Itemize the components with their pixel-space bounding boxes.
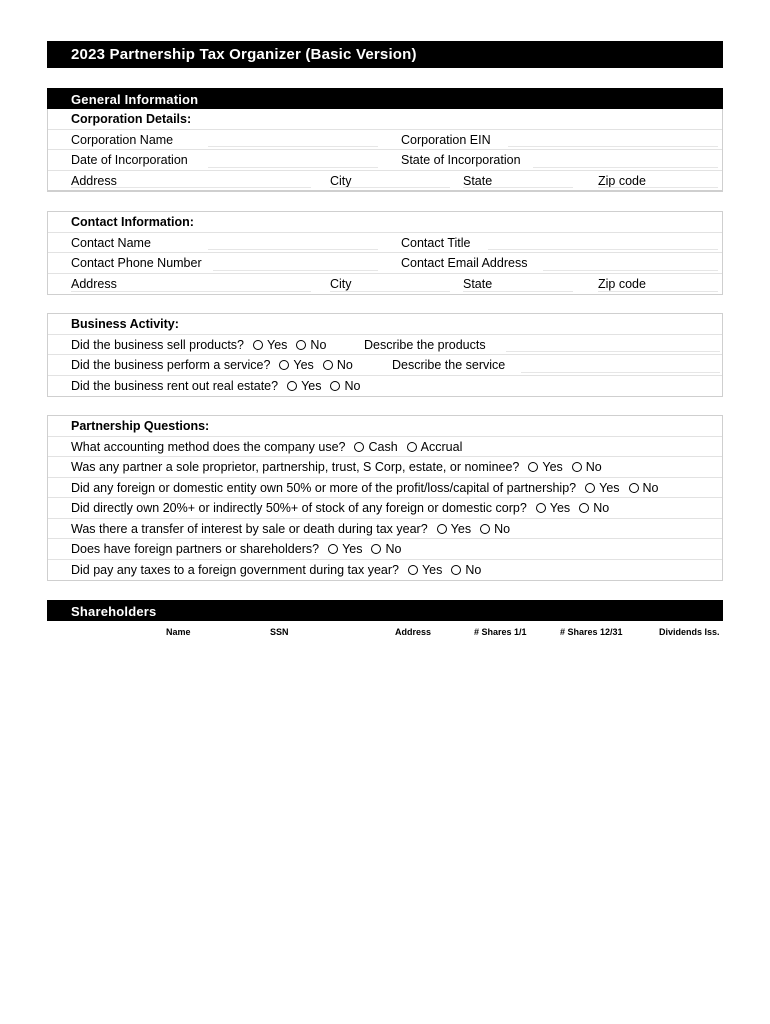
shareholders-header: Shareholders [47,600,723,621]
contact-name-field[interactable] [208,249,378,250]
contact-information-heading: Contact Information: [71,215,194,229]
contact-phone-field[interactable] [213,270,378,271]
shareholders-col-address: Address [395,627,432,637]
shareholders-col-ssn: SSN [270,627,289,637]
address-label: Address [71,173,117,188]
cash-label: Cash [368,439,398,454]
no-label: No [310,337,327,352]
address-field[interactable] [71,187,311,188]
contact-city-field[interactable] [330,291,450,292]
business-activity-heading: Business Activity: [71,317,179,331]
zip-code-field[interactable] [598,187,718,188]
transfer-interest-yes-radio[interactable] [437,524,447,534]
sell-products-question-text: Did the business sell products? [71,337,245,352]
rent-real-estate-yes-radio[interactable] [287,381,297,391]
accrual-label: Accrual [420,439,463,454]
sell-products-yes-radio[interactable] [253,340,263,350]
foreign-taxes-yes-radio[interactable] [408,565,418,575]
describe-products-label: Describe the products [364,337,486,352]
state-field[interactable] [463,187,573,188]
sell-products-no-radio[interactable] [296,340,306,350]
entity-own-no-radio[interactable] [629,483,639,493]
no-label: No [593,501,610,515]
rent-real-estate-no-radio[interactable] [330,381,340,391]
state-of-incorporation-label: State of Incorporation [401,153,521,167]
sole-proprietor-yes-radio[interactable] [528,462,538,472]
corporation-name-field[interactable] [208,146,378,147]
city-label: City [330,173,352,188]
yes-label: Yes [301,378,322,393]
yes-label: Yes [549,501,571,515]
own-stock-yes-radio[interactable] [536,503,546,513]
page-title: 2023 Partnership Tax Organizer (Basic Version) [47,41,723,68]
transfer-interest-no-radio[interactable] [480,524,490,534]
no-label: No [465,562,482,577]
accounting-method-question [71,440,462,454]
no-label: No [385,542,402,556]
no-label: No [336,358,353,372]
yes-label: Yes [450,521,472,536]
entity-own-question-text: Did any foreign or domestic entity own 50% or more of the profit/loss/capital of partnership? [71,480,577,495]
contact-title-label: Contact Title [401,235,471,250]
date-of-incorporation-label: Date of Incorporation [71,153,188,167]
general-information-header: General Information [47,88,723,109]
contact-zip-label: Zip code [598,276,646,291]
accounting-method-question-text: What accounting method does the company use? [71,439,346,454]
rent-real-estate-question-text: Did the business rent out real estate? [71,378,279,393]
yes-label: Yes [542,460,563,474]
rent-real-estate-question [71,379,360,393]
foreign-taxes-question-text: Did pay any taxes to a foreign government during tax year? [71,562,399,577]
foreign-partners-question [71,542,401,556]
describe-service-label: Describe the service [392,358,506,372]
contact-name-label: Contact Name [71,235,151,250]
shareholders-col-name: Name [166,627,191,637]
no-label: No [494,521,511,536]
sole-proprietor-question-text: Was any partner a sole proprietor, partnership, trust, S Corp, estate, or nominee? [71,460,520,474]
own-stock-no-radio[interactable] [579,503,589,513]
partnership-questions-section [47,415,723,581]
cash-radio[interactable] [354,442,364,452]
contact-state-field[interactable] [463,291,573,292]
perform-service-yes-radio[interactable] [279,360,289,370]
describe-products-field[interactable] [506,351,720,352]
yes-label: Yes [599,480,620,495]
contact-email-label: Contact Email Address [401,256,528,270]
describe-service-field[interactable] [521,372,720,373]
state-of-incorporation-field[interactable] [533,167,718,168]
foreign-taxes-question [71,563,481,577]
corporation-ein-label: Corporation EIN [401,132,491,147]
entity-own-yes-radio[interactable] [585,483,595,493]
contact-address-field[interactable] [71,291,311,292]
yes-label: Yes [293,358,314,372]
foreign-partners-no-radio[interactable] [371,544,381,554]
transfer-interest-question-text: Was there a transfer of interest by sale or death during tax year? [71,521,428,536]
own-stock-question-text: Did directly own 20%+ or indirectly 50%+ of stock of any foreign or domestic corp? [71,501,527,515]
contact-email-field[interactable] [543,270,718,271]
contact-zip-field[interactable] [598,291,718,292]
state-label: State [463,173,493,188]
foreign-partners-yes-radio[interactable] [328,544,338,554]
partnership-questions-heading: Partnership Questions: [71,419,210,433]
perform-service-no-radio[interactable] [323,360,333,370]
corporation-details-heading: Corporation Details: [71,112,192,126]
corporation-name-label: Corporation Name [71,132,174,147]
yes-label: Yes [342,542,363,556]
sole-proprietor-no-radio[interactable] [572,462,582,472]
no-label: No [344,378,361,393]
sell-products-question [71,338,326,352]
own-stock-question [71,501,609,515]
yes-label: Yes [267,337,288,352]
corporation-details-section [47,109,723,192]
contact-phone-label: Contact Phone Number [71,256,202,270]
perform-service-question [71,358,353,372]
date-of-incorporation-field[interactable] [208,167,378,168]
foreign-partners-question-text: Does have foreign partners or shareholders? [71,542,320,556]
contact-address-label: Address [71,276,117,291]
yes-label: Yes [421,562,443,577]
contact-title-field[interactable] [488,249,718,250]
contact-state-label: State [463,276,493,291]
transfer-interest-question [71,522,510,536]
foreign-taxes-no-radio[interactable] [451,565,461,575]
shareholders-col-shares-end: # Shares 12/31 [560,627,623,637]
entity-own-question [71,481,659,495]
shareholders-col-dividends: Dividends Iss. [659,627,720,637]
accrual-radio[interactable] [407,442,417,452]
no-label: No [642,480,659,495]
business-activity-section [47,313,723,397]
contact-city-label: City [330,276,352,291]
shareholders-col-shares-start: # Shares 1/1 [474,627,527,637]
no-label: No [585,460,602,474]
contact-information-section [47,211,723,295]
zip-code-label: Zip code [598,173,646,188]
city-field[interactable] [330,187,450,188]
sole-proprietor-question [71,460,602,474]
perform-service-question-text: Did the business perform a service? [71,358,271,372]
corporation-ein-field[interactable] [508,146,718,147]
